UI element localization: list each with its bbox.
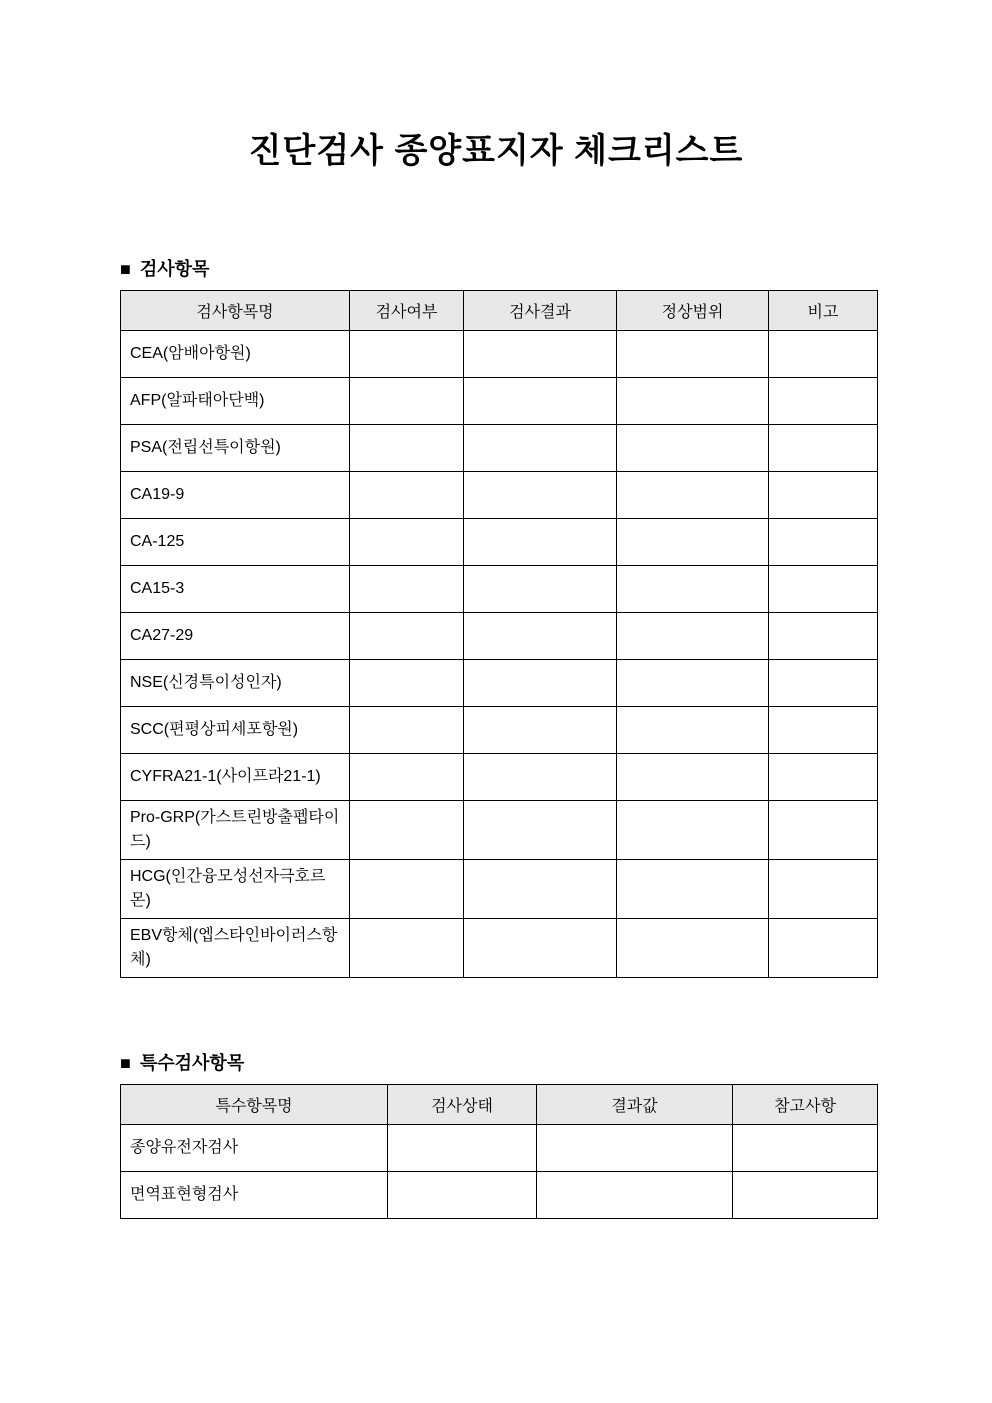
status-cell — [350, 566, 464, 613]
item-name-cell: CYFRA21-1(사이프라21-1) — [121, 754, 350, 801]
result-cell — [464, 801, 617, 860]
column-header-note: 비고 — [769, 291, 878, 331]
range-cell — [617, 801, 769, 860]
page-title: 진단검사 종양표지자 체크리스트 — [248, 132, 744, 170]
note-cell — [733, 1172, 878, 1219]
item-name-cell: CA19-9 — [121, 472, 350, 519]
status-cell — [350, 378, 464, 425]
result-cell — [464, 331, 617, 378]
table-row — [121, 472, 878, 519]
note-cell — [769, 919, 878, 978]
item-name-cell: NSE(신경특이성인자) — [121, 660, 350, 707]
section-label: 특수검사항목 — [139, 1053, 245, 1073]
status-cell — [350, 613, 464, 660]
item-name-cell: CA27-29 — [121, 613, 350, 660]
status-cell — [350, 331, 464, 378]
table-row — [121, 613, 878, 660]
note-cell — [769, 754, 878, 801]
item-name-cell: PSA(전립선특이항원) — [121, 425, 350, 472]
range-cell — [617, 378, 769, 425]
result-cell — [537, 1125, 733, 1172]
range-cell — [617, 331, 769, 378]
item-name-cell: Pro-GRP(가스트린방출펩타이드) — [121, 801, 350, 860]
status-cell — [350, 919, 464, 978]
result-cell — [464, 378, 617, 425]
column-header-special-name: 특수항목명 — [121, 1085, 388, 1125]
status-cell — [350, 425, 464, 472]
section-marker-icon: ■ — [120, 259, 131, 279]
special-test-items-table — [120, 1084, 878, 1219]
range-cell — [617, 472, 769, 519]
section-label: 검사항목 — [139, 259, 210, 279]
table-row — [121, 754, 878, 801]
table-row — [121, 801, 878, 860]
note-cell — [769, 707, 878, 754]
result-cell — [464, 754, 617, 801]
item-name-cell: HCG(인간융모성선자극호르몬) — [121, 860, 350, 919]
result-cell — [537, 1172, 733, 1219]
column-header-result: 검사결과 — [464, 291, 617, 331]
test-items-table — [120, 290, 878, 978]
status-cell — [388, 1125, 537, 1172]
column-header-status: 검사상태 — [388, 1085, 537, 1125]
status-cell — [350, 801, 464, 860]
range-cell — [617, 754, 769, 801]
note-cell — [769, 613, 878, 660]
item-name-cell: CEA(암배아항원) — [121, 331, 350, 378]
section-header-special-test-items — [120, 1052, 877, 1074]
table-row — [121, 660, 878, 707]
table-row — [121, 707, 878, 754]
table-header-row — [121, 1085, 878, 1125]
column-header-reference: 참고사항 — [733, 1085, 878, 1125]
column-header-name: 검사항목명 — [121, 291, 350, 331]
section-marker-icon: ■ — [120, 1053, 131, 1073]
note-cell — [769, 378, 878, 425]
result-cell — [464, 613, 617, 660]
item-name-cell: CA-125 — [121, 519, 350, 566]
table-row — [121, 519, 878, 566]
status-cell — [350, 660, 464, 707]
status-cell — [350, 754, 464, 801]
note-cell — [769, 472, 878, 519]
item-name-cell: CA15-3 — [121, 566, 350, 613]
note-cell — [769, 331, 878, 378]
table-row — [121, 566, 878, 613]
column-header-range: 정상범위 — [617, 291, 769, 331]
note-cell — [769, 519, 878, 566]
table-row — [121, 378, 878, 425]
note-cell — [769, 801, 878, 860]
table-row — [121, 860, 878, 919]
range-cell — [617, 613, 769, 660]
note-cell — [769, 860, 878, 919]
table-row — [121, 1125, 878, 1172]
result-cell — [464, 472, 617, 519]
result-cell — [464, 707, 617, 754]
status-cell — [350, 860, 464, 919]
status-cell — [350, 707, 464, 754]
column-header-status: 검사여부 — [350, 291, 464, 331]
content-area — [120, 258, 877, 1219]
result-cell — [464, 660, 617, 707]
status-cell — [350, 519, 464, 566]
table-header-row — [121, 291, 878, 331]
range-cell — [617, 566, 769, 613]
note-cell — [769, 566, 878, 613]
table-row — [121, 331, 878, 378]
result-cell — [464, 425, 617, 472]
range-cell — [617, 707, 769, 754]
status-cell — [388, 1172, 537, 1219]
range-cell — [617, 425, 769, 472]
range-cell — [617, 860, 769, 919]
range-cell — [617, 519, 769, 566]
item-name-cell: SCC(편평상피세포항원) — [121, 707, 350, 754]
range-cell — [617, 660, 769, 707]
result-cell — [464, 519, 617, 566]
result-cell — [464, 566, 617, 613]
section-header-test-items — [120, 258, 877, 280]
range-cell — [617, 919, 769, 978]
note-cell — [733, 1125, 878, 1172]
item-name-cell: EBV항체(엡스타인바이러스항체) — [121, 919, 350, 978]
item-name-cell: 종양유전자검사 — [121, 1125, 388, 1172]
status-cell — [350, 472, 464, 519]
column-header-result-value: 결과값 — [537, 1085, 733, 1125]
table-row — [121, 1172, 878, 1219]
note-cell — [769, 425, 878, 472]
result-cell — [464, 919, 617, 978]
note-cell — [769, 660, 878, 707]
item-name-cell: 면역표현형검사 — [121, 1172, 388, 1219]
result-cell — [464, 860, 617, 919]
item-name-cell: AFP(알파태아단백) — [121, 378, 350, 425]
table-row — [121, 425, 878, 472]
table-row — [121, 919, 878, 978]
